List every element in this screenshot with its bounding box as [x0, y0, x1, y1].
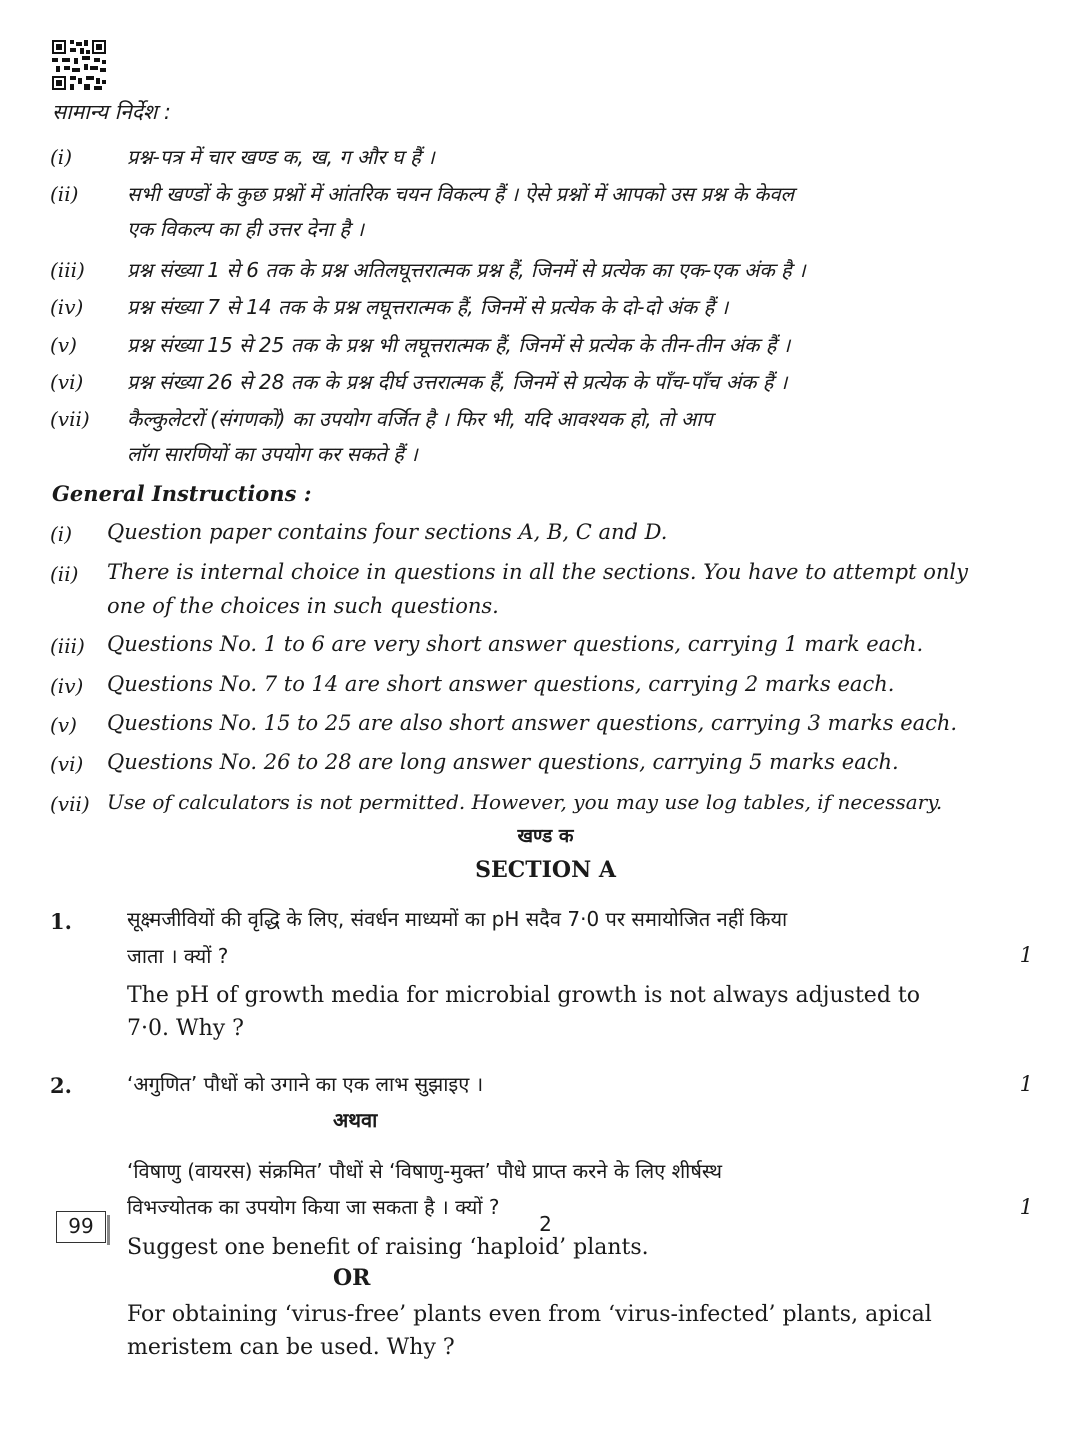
english-item-text: There is internal choice in questions in all the sections. You have to attempt only	[107, 560, 968, 584]
english-instructions-heading: General Instructions :	[52, 481, 312, 506]
question-mark: 1	[1019, 1195, 1033, 1219]
english-item-text: Questions No. 26 to 28 are long answer questions, carrying 5 marks each.	[107, 750, 899, 774]
hindi-item-number: (vii)	[50, 407, 90, 431]
english-item-number: (ii)	[50, 562, 79, 586]
english-item-number: (i)	[50, 522, 73, 546]
hindi-item-number: (i)	[50, 145, 73, 169]
hindi-item-text: प्रश्न संख्या 1 से 6 तक के प्रश्न अतिलघूत्तरात्मक प्रश्न हैं, जिनमें से प्रत्येक का एक-एक अंक है ।	[127, 258, 806, 282]
question-hindi-text: ‘अगुणित’ पौधों को उगाने का एक लाभ सुझाइए ।	[127, 1072, 484, 1096]
question-english-text: meristem can be used. Why ?	[127, 1335, 455, 1360]
english-item-number: (vi)	[50, 752, 84, 776]
english-item-number: (iii)	[50, 634, 85, 658]
english-item-text: Questions No. 1 to 6 are very short answer questions, carrying 1 mark each.	[107, 632, 924, 656]
hindi-item-text: प्रश्न संख्या 7 से 14 तक के प्रश्न लघूत्तरात्मक हैं, जिनमें से प्रत्येक के दो-दो अंक हैं ।	[127, 295, 729, 319]
page-number: 2	[539, 1212, 552, 1236]
english-item-number: (iv)	[50, 674, 84, 698]
question-mark: 1	[1019, 943, 1033, 967]
hindi-item-text: लॉग सारणियों का उपयोग कर सकते हैं ।	[127, 442, 418, 466]
english-item-text: one of the choices in such questions.	[107, 594, 499, 618]
question-hindi-text: जाता । क्यों ?	[127, 944, 229, 968]
question-english-text: The pH of growth media for microbial growth is not always adjusted to	[127, 983, 920, 1008]
hindi-item-text: सभी खण्डों के कुछ प्रश्नों में आंतरिक चयन विकल्प हैं । ऐसे प्रश्नों में आपको उस प्रश्न के केवल	[127, 182, 795, 206]
english-item-text: Questions No. 7 to 14 are short answer questions, carrying 2 marks each.	[107, 672, 895, 696]
english-item-text: Questions No. 15 to 25 are also short answer questions, carrying 3 marks each.	[107, 711, 958, 735]
question-english-text: Suggest one benefit of raising ‘haploid’ plants.	[127, 1235, 649, 1260]
hindi-item-number: (iv)	[50, 295, 84, 319]
question-hindi-text: ‘विषाणु (वायरस) संक्रमित’ पौधों से ‘विषाणु-मुक्त’ पौधे प्राप्त करने के लिए शीर्षस्थ	[127, 1159, 723, 1183]
hindi-item-text: कैल्कुलेटरों (संगणकों) का उपयोग वर्जित है । फिर भी, यदि आवश्यक हो, तो आप	[127, 407, 713, 431]
hindi-item-text: प्रश्न संख्या 26 से 28 तक के प्रश्न दीर्घ उत्तरात्मक हैं, जिनमें से प्रत्येक के पाँच-पाँच अंक हैं ।	[127, 370, 788, 394]
hindi-item-text: प्रश्न संख्या 15 से 25 तक के प्रश्न भी लघूत्तरात्मक हैं, जिनमें से प्रत्येक के तीन-तीन अंक हैं ।	[127, 333, 791, 357]
question-hindi-text: विभज्योतक का उपयोग किया जा सकता है । क्यों ?	[127, 1195, 500, 1219]
english-item-number: (v)	[50, 713, 77, 737]
section-title-hindi: खण्ड क	[517, 825, 574, 847]
question-hindi-text: सूक्ष्मजीवियों की वृद्धि के लिए, संवर्धन माध्यमों का pH सदैव 7·0 पर समायोजित नहीं किया	[127, 907, 788, 931]
question-number: 2.	[50, 1073, 72, 1098]
or-label-english: OR	[333, 1265, 371, 1291]
hindi-item-number: (vi)	[50, 370, 84, 394]
section-title-english: SECTION A	[475, 857, 616, 883]
hindi-item-number: (v)	[50, 333, 77, 357]
question-number: 1.	[50, 909, 72, 934]
hindi-item-text: एक विकल्प का ही उत्तर देना है ।	[127, 217, 364, 241]
qr-code-icon	[52, 40, 106, 90]
hindi-instructions-heading: सामान्य निर्देश :	[52, 100, 171, 124]
hindi-item-number: (iii)	[50, 258, 85, 282]
english-item-text: Question paper contains four sections A, B, C and D.	[107, 520, 668, 544]
hindi-item-text: प्रश्न-पत्र में चार खण्ड क, ख, ग और घ हैं ।	[127, 145, 435, 169]
question-english-text: For obtaining ‘virus-free’ plants even from ‘virus-infected’ plants, apical	[127, 1302, 932, 1327]
hindi-item-number: (ii)	[50, 182, 79, 206]
question-mark: 1	[1019, 1072, 1033, 1096]
paper-code-box: 99	[56, 1211, 106, 1243]
question-english-text: 7·0. Why ?	[127, 1016, 244, 1041]
or-label-hindi: अथवा	[333, 1108, 378, 1132]
english-item-text: Use of calculators is not permitted. However, you may use log tables, if necessary.	[107, 790, 943, 814]
english-item-number: (vii)	[50, 792, 90, 816]
